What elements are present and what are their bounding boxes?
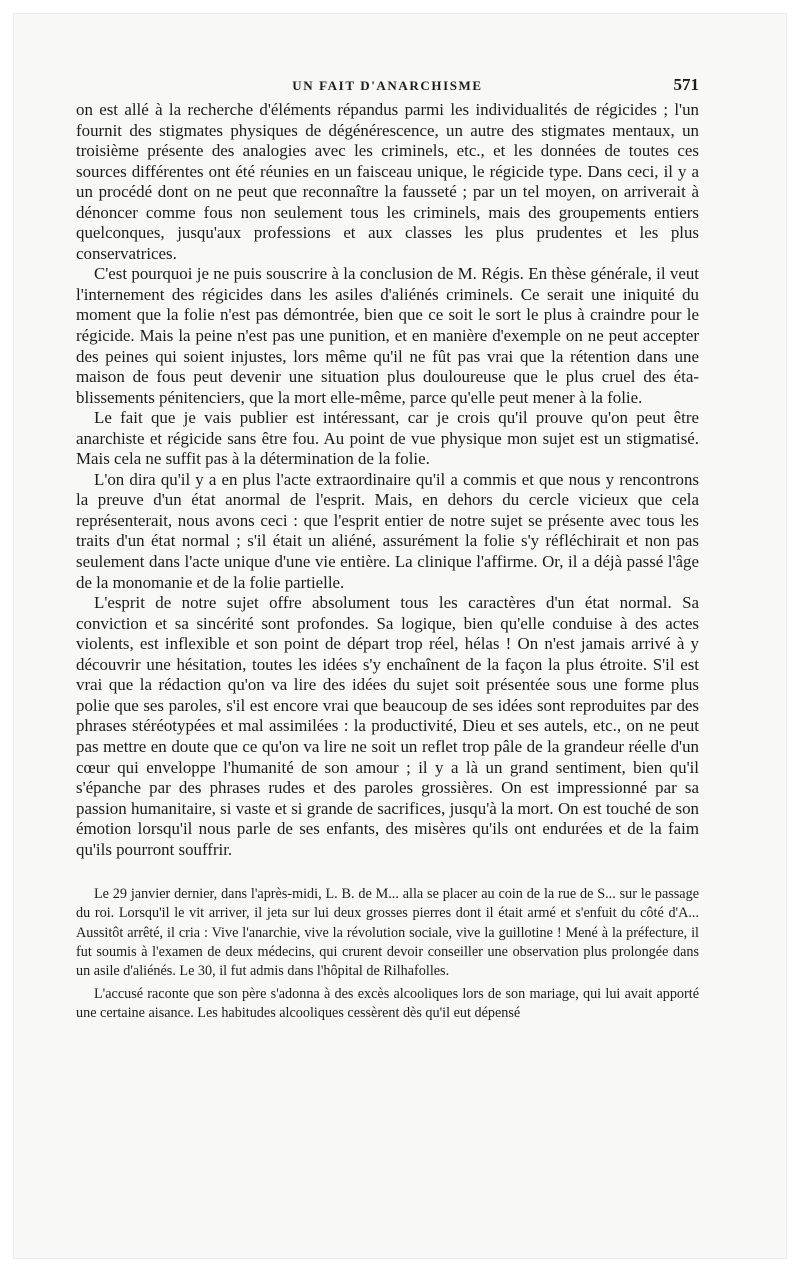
case-notes (76, 885, 699, 1023)
page-sheet (14, 14, 786, 1258)
paragraph-3: Le fait que je vais publier est intéressant, car je crois qu'il prouve qu'on peut être anarchiste et régicide sans être fou. Au point de vue physique mon sujet est un stigmatisé. Mais cela ne suffit pas à la détermination de la folie. (76, 408, 699, 469)
running-header (76, 70, 699, 100)
main-text (76, 100, 699, 860)
page-number: 571 (673, 75, 699, 94)
document-page (76, 70, 699, 1024)
paragraph-2: C'est pourquoi je ne puis souscrire à la conclusion de M. Régis. En thèse générale, il veut l'internement des régicides dans les asiles d'aliénés criminels. Ce serait une iniquité du moment que la folie n'est pas démontrée, bien que ce soit le sort le plus à craindre pour le régicide. Mais la peine n'est pas une punition, et en manière d'exemple on ne peut accepter des peines qui soient injustes, lors même qu'il ne fût pas vrai que la rétention dans une maison de fous peut devenir une situation plus douloureuse que le plus cruel des établissements pénitenciers, que la mort elle-même, parce qu'elle peut mener à la folie. (76, 264, 699, 407)
case-note-2: L'accusé raconte que son père s'adonna à des excès alcooliques lors de son mariage, qui lui avait apporté une certaine aisance. Les habitudes alcooliques cessèrent dès qu'il eut dépensé (76, 986, 699, 1022)
paragraph-4: L'on dira qu'il y a en plus l'acte extraordinaire qu'il a commis et que nous y rencontrons la preuve d'un état anormal de l'esprit. Mais, en dehors du cercle vicieux que cela représenterait, nous avons ceci : que l'esprit entier de notre sujet se présente avec tous les traits d'un état normal ; s'il était un aliéné, assurément la folie s'y réfléchirait et non pas seulement dans l'acte unique d'une vie entière. La clinique l'affirme. Or, il a déjà passé l'âge de la monomanie et de la folie partielle. (76, 469, 699, 592)
running-title: UN FAIT D'ANARCHISME (292, 78, 483, 93)
paragraph-1: on est allé à la recherche d'éléments répandus parmi les individualités de régicides ; l'un fournit des stigmates physiques de dégénérescence, un autre des stigmates mentaux, un troisième présente des analogies avec les criminels, etc., et les données de toutes ces sources différentes ont été réunies en un faisceau unique, le régicide type. Dans ceci, il y a un procédé dont on ne peut que reconnaître la fausseté ; par un tel moyen, on arriverait à dénoncer comme fous non seulement tous les criminels, mais des groupements entiers quelconques, jusqu'aux professions et aux classes les plus prudentes et les plus conservatrices. (76, 100, 699, 263)
paragraph-5: L'esprit de notre sujet offre absolument tous les caractères d'un état normal. Sa conviction et sa sincérité sont profondes. Sa logique, bien qu'elle conduise à des actes violents, est inflexible et son point de départ trop réel, hélas ! On n'est jamais arrivé à y découvrir une hésitation, toutes les idées s'y enchaînent de la façon la plus étroite. S'il est vrai que la rédaction qu'on va lire des idées du sujet soit présentée sous une forme plus polie que ses paroles, s'il est encore vrai que beaucoup de ses idées sont reproduites par des phrases stéréotypées et mal assimilées : la productivité, Dieu et ses autels, etc., on ne peut pas mettre en doute que ce qu'on va lire ne soit un reflet trop pâle de la grandeur réelle d'un cœur qui enveloppe l'humanité de son amour ; il y a là un grand sentiment, bien qu'il s'épanche par des phrases rudes et des paroles grossières. On est impressionné par sa passion humanitaire, si vaste et si grande de sacrifices, jusqu'à la mort. On est touché de son émotion lorsqu'il nous parle de ses enfants, des misères qu'ils ont endurées et de la faim qu'ils pourront souffrir. (76, 593, 699, 859)
case-note-1: Le 29 janvier dernier, dans l'après-midi, L. B. de M... alla se placer au coin de la rue de S... sur le passage du roi. Lorsqu'il le vit arriver, il jeta sur lui deux grosses pierres dont il était armé et s'enfuit du côté d'A... Aussitôt arrêté, il cria : Vive l'anarchie, vive la révolution sociale, vive la guillotine ! Mené à la préfecture, il fut soumis à l'examen de deux médecins, qui crurent devoir conseiller une observation plus prolongée dans un asile d'aliénés. Le 30, il fut admis dans l'hôpital de Rilhafolles. (76, 886, 699, 980)
